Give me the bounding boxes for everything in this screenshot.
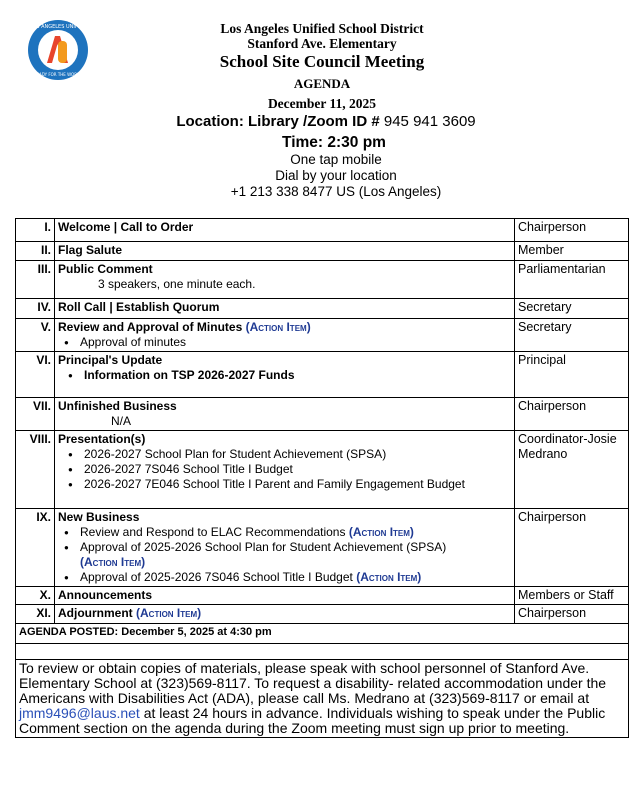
item-content xyxy=(55,587,515,605)
agenda-row xyxy=(16,219,629,242)
item-title: Presentation(s) xyxy=(58,432,146,446)
item-number: X. xyxy=(16,587,55,605)
list-item: ● Review and Respond to ELAC Recommendations (Action Item) xyxy=(80,525,511,540)
agenda-row xyxy=(16,605,629,624)
agenda-table xyxy=(15,218,629,738)
item-role: Parliamentarian xyxy=(515,261,629,299)
agenda-row xyxy=(16,509,629,587)
seal-text-bottom: READY FOR THE WORLD xyxy=(33,72,83,77)
agenda-label: AGENDA xyxy=(293,76,351,91)
meeting-date: December 11, 2025 xyxy=(267,96,377,111)
list-item: ● Approval of minutes xyxy=(80,335,511,350)
agenda-row xyxy=(16,398,629,431)
item-number: VII. xyxy=(16,398,55,431)
item-number: IX. xyxy=(16,509,55,587)
action-item-tag: (Action Item) xyxy=(348,525,414,539)
item-title: Adjournment xyxy=(58,606,133,620)
item-content xyxy=(55,352,515,398)
item-content xyxy=(55,242,515,261)
action-item-tag: (Action Item) xyxy=(245,320,311,334)
item-title: Review and Approval of Minutes xyxy=(58,320,243,334)
item-number: III. xyxy=(16,261,55,299)
agenda-row xyxy=(16,352,629,398)
item-role: Chairperson xyxy=(515,509,629,587)
item-content xyxy=(55,605,515,624)
item-role: Coordinator-Josie Medrano xyxy=(515,431,629,509)
spacer-row xyxy=(16,644,629,660)
item-content xyxy=(55,319,515,352)
item-number: VI. xyxy=(16,352,55,398)
meeting-location xyxy=(4,113,644,130)
item-title: Flag Salute xyxy=(58,243,123,257)
item-content xyxy=(55,398,515,431)
list-item: ● 2026-2027 7E046 School Title I Parent and Family Engagement Budget xyxy=(84,477,511,492)
one-tap-mobile: One tap mobile xyxy=(290,152,382,167)
agenda-row xyxy=(16,587,629,605)
item-detail: N/A xyxy=(111,414,132,428)
accessibility-note: To review or obtain copies of materials, please speak with school personnel of Stanford Ave. Elementary School at (323)569-8117. To request a disability- related accommodation under the Americans with Disabilities Act (ADA), please call Ms. Medrano at (323)569-8117 or email at jmm9496@laus.net at least 24 hours in advance. Individuals wishing to speak under the Public Comment section on the agenda during the Zoom meeting must sign up prior to meeting. xyxy=(16,660,629,738)
item-title: New Business xyxy=(58,510,140,524)
list-item: ● Approval of 2025-2026 7S046 School Title I Budget (Action Item) xyxy=(80,570,511,585)
item-title: Welcome | Call to Order xyxy=(58,220,194,234)
agenda-row xyxy=(16,299,629,319)
item-number: I. xyxy=(16,219,55,242)
district-name: Los Angeles Unified School District xyxy=(220,21,424,36)
contact-email-link[interactable]: jmm9496@laus.net xyxy=(19,705,140,721)
item-content xyxy=(55,509,515,587)
dial-in-phone: +1 213 338 8477 US (Los Angeles) xyxy=(230,184,442,199)
action-item-tag: (Action Item) xyxy=(80,555,146,569)
agenda-posted-date: AGENDA POSTED: December 5, 2025 at 4:30 pm xyxy=(16,624,629,644)
list-item: ● Information on TSP 2026-2027 Funds xyxy=(84,368,511,383)
item-role: Secretary xyxy=(515,319,629,352)
note-row xyxy=(16,660,629,738)
agenda-row xyxy=(16,319,629,352)
action-item-tag: (Action Item) xyxy=(356,570,422,584)
item-title: Announcements xyxy=(58,588,153,602)
item-role: Principal xyxy=(515,352,629,398)
item-title: Unfinished Business xyxy=(58,399,177,413)
item-detail: 3 speakers, one minute each. xyxy=(98,277,256,291)
item-number: XI. xyxy=(16,605,55,624)
item-role: Secretary xyxy=(515,299,629,319)
item-content xyxy=(55,431,515,509)
seal-text-top: LOS ANGELES UNIFIED xyxy=(29,24,87,30)
list-item: ● 2026-2027 School Plan for Student Achievement (SPSA) xyxy=(84,447,511,462)
agenda-row xyxy=(16,431,629,509)
item-number: IV. xyxy=(16,299,55,319)
zoom-id: 945 941 3609 xyxy=(383,113,476,130)
agenda-row xyxy=(16,242,629,261)
item-title: Public Comment xyxy=(58,262,153,276)
dial-by-location: Dial by your location xyxy=(275,168,397,183)
item-title: Principal's Update xyxy=(58,353,163,367)
item-number: V. xyxy=(16,319,55,352)
item-number: II. xyxy=(16,242,55,261)
item-title: Roll Call | Establish Quorum xyxy=(58,300,220,314)
item-number: VIII. xyxy=(16,431,55,509)
school-name: Stanford Ave. Elementary xyxy=(247,36,397,51)
posted-row xyxy=(16,624,629,644)
meeting-time: Time: 2:30 pm xyxy=(282,134,386,151)
item-content xyxy=(55,299,515,319)
location-label: Location: Library /Zoom ID # xyxy=(176,113,380,130)
blank-cell xyxy=(16,644,629,660)
item-role: Chairperson xyxy=(515,398,629,431)
item-role: Members or Staff xyxy=(515,587,629,605)
item-role: Member xyxy=(515,242,629,261)
list-item: ● Approval of 2025-2026 School Plan for Student Achievement (SPSA) (Action Item) xyxy=(80,540,511,570)
item-role: Chairperson xyxy=(515,605,629,624)
item-role: Chairperson xyxy=(515,219,629,242)
item-content xyxy=(55,219,515,242)
list-item: ● 2026-2027 7S046 School Title I Budget xyxy=(84,462,511,477)
action-item-tag: (Action Item) xyxy=(136,606,202,620)
meeting-title: School Site Council Meeting xyxy=(219,52,425,71)
item-content xyxy=(55,261,515,299)
agenda-row xyxy=(16,261,629,299)
